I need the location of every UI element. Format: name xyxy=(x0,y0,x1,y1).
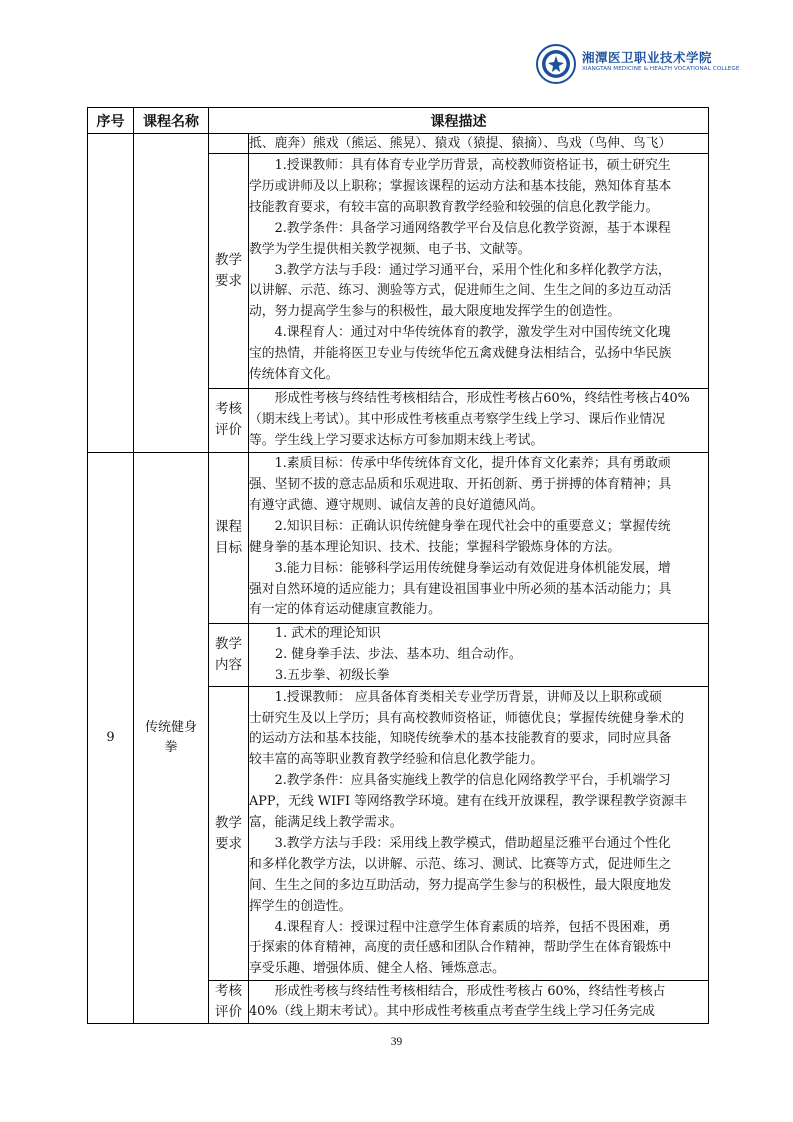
row1-top-line: 抵、鹿奔）熊戏（熊运、熊晃）、猿戏（猿提、猿摘）、鸟戏（鸟伸、鸟飞） xyxy=(249,134,709,154)
row2-req-desc: 1.授课教师： 应具备体育类相关专业学历背景，讲师及以上职称或硕 士研究生及以上学历；具有高校教师资格证，师德优良；掌握传统健身拳术的 的运动方法和基本技能，知晓传统拳术的基本技能教育的要求，同时应具备 较丰富的高等职业教育教学经验和信息化教学能力。 2.教学条件：应具备实施线上教学的信息化网络教学平台，手机端学习 APP，无线 WIFI 等网络教学环境。建有在线开放课程，教学课程教学资源丰 富，能满足线上教学需求。 3.教学方法与手段：采用线上教学模式，借助超星泛雅平台通过个性化 和多样化教学方法，以讲解、示范、练习、测试、比赛等方式，促进师生之 间、生生之间的多边互助活动，努力提高学生参与的积极性，最大限度地发 挥学生的创造性。 4.课程育人：授课过程中注意学生体育素质的培养，包括不畏困难，勇 于探索的体育精神，高度的责任感和团队合作精神，帮助学生在体育锻炼中 享受乐趣、增强体质、健全人格、锤炼意志。 xyxy=(249,687,709,981)
row2-eval-label: 考核 评价 xyxy=(209,981,249,1024)
school-name-en: XIANGTAN MEDICINE & HEALTH VOCATIONAL COLLEGE xyxy=(582,66,740,72)
page-number: 39 xyxy=(390,1036,403,1048)
table-row xyxy=(88,134,709,154)
page-header xyxy=(536,44,746,88)
table-row xyxy=(88,452,709,623)
header-course-desc: 课程描述 xyxy=(209,108,709,134)
row2-no: 9 xyxy=(88,452,134,1024)
row2-goal-desc: 1.素质目标：传承中华传统体育文化，提升体育文化素养；具有勇敢顽 强、坚韧不拔的意志品质和乐观进取、开拓创新、勇于拼搏的体育精神；具 有遵守武德、遵守规则、诚信友善的良好道德风尚。 2.知识目标：正确认识传统健身拳在现代社会中的重要意义；掌握传统 健身拳的基本理论知识、技术、技能；掌握科学锻炼身体的方法。 3.能力目标：能够科学运用传统健身拳运动有效促进身体机能发展，增 强对自然环境的适应能力；具有建设祖国事业中所必须的基本活动能力；具 有一定的体育运动健康宣教能力。 xyxy=(249,452,709,623)
row1-name xyxy=(134,134,209,453)
course-table xyxy=(87,107,709,1024)
row2-eval-desc: 形成性考核与终结性考核相结合，形成性考核占 60%，终结性考核占 40%（线上期末考试）。其中形成性考核重点考查学生线上学习任务完成 xyxy=(249,981,709,1024)
row2-goal-label: 课程 目标 xyxy=(209,452,249,623)
row1-sub-blank xyxy=(209,134,249,154)
row1-eval-desc: 形成性考核与终结性考核相结合，形成性考核占60%，终结性考核占40% （期末线上考试）。其中形成性考核重点考察学生线上学习、课后作业情况 等。学生线上学习要求达标方可参加期末线上考试。 xyxy=(249,389,709,453)
row2-content-desc: 1. 武术的理论知识 2. 健身拳手法、步法、基本功、组合动作。 3.五步拳、初级长拳 xyxy=(249,623,709,687)
row2-req-label: 教学 要求 xyxy=(209,687,249,981)
row2-course-name: 传统健身 拳 xyxy=(134,452,209,1024)
row2-content-label: 教学 内容 xyxy=(209,623,249,687)
header-no: 序号 xyxy=(88,108,134,134)
row1-no xyxy=(88,134,134,453)
header-course-name: 课程名称 xyxy=(134,108,209,134)
row1-eval-label: 考核 评价 xyxy=(209,389,249,453)
row1-req-label: 教学 要求 xyxy=(209,154,249,389)
row1-req-desc: 1.授课教师：具有体育专业学历背景，高校教师资格证书，硕士研究生 学历或讲师及以上职称；掌握该课程的运动方法和基本技能，熟知体育基本 技能教育要求，有较丰富的高职教育教学经验和较强的信息化教学能力。 2.教学条件：具备学习通网络教学平台及信息化教学资源，基于本课程 教学为学生提供相关教学视频、电子书、文献等。 3.教学方法与手段：通过学习通平台，采用个性化和多样化教学方法， 以讲解、示范、练习、测验等方式，促进师生之间、生生之间的多边互动活 动，努力提高学生参与的积极性，最大限度地发挥学生的创造性。 4.课程育人：通过对中华传统体育的教学，激发学生对中国传统文化瑰 宝的热情，并能将医卫专业与传统华佗五禽戏健身法相结合，弘扬中华民族 传统体育文化。 xyxy=(249,154,709,389)
school-name-cn: 湘潭医卫职业技术学院 xyxy=(582,50,713,65)
college-logo-icon xyxy=(536,44,576,84)
table-header-row xyxy=(88,108,709,134)
